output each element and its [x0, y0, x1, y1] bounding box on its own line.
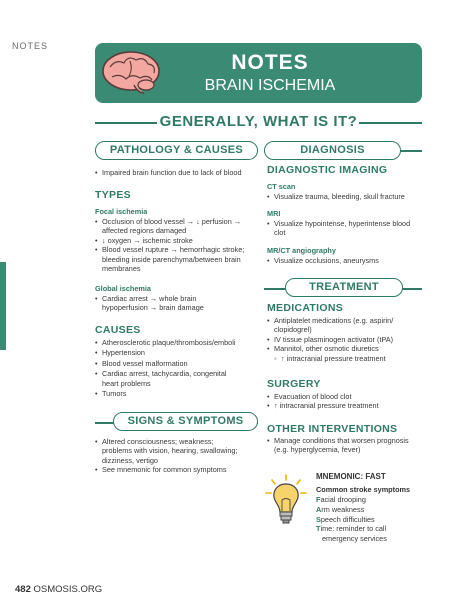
- medications-heading: MEDICATIONS: [267, 302, 344, 314]
- list-item: • Occlusion of blood vessel → ↓ perfusion → affected regions damaged: [95, 217, 265, 236]
- list-item: • Evacuation of blood clot: [267, 392, 427, 401]
- surgery-list: [267, 392, 427, 411]
- focal-heading: Focal ischemia: [95, 207, 148, 216]
- surgery-heading: SURGERY: [267, 378, 321, 390]
- list-item: • Atherosclerotic plaque/thrombosis/emboli: [95, 338, 265, 347]
- general-section-heading: [95, 113, 422, 133]
- mnemonic-line: Arm weakness: [316, 504, 365, 514]
- list-item: • Antiplatelet medications (e.g. aspirin/ clopidogrel): [267, 316, 427, 335]
- list-item: • Blood vessel rupture → hemorrhagic stroke; bleeding inside parenchyma/between brain membranes: [95, 245, 265, 273]
- signs-heading: SIGNS & SYMPTOMS: [113, 412, 258, 431]
- page-number: 482: [15, 584, 31, 595]
- mnemonic-title: MNEMONIC: FAST: [316, 472, 386, 481]
- general-title: GENERALLY, WHAT IS IT?: [159, 113, 358, 130]
- causes-list: [95, 338, 265, 398]
- sub-list-item: ◦ ↑ intracranial pressure treatment: [267, 354, 427, 363]
- mnemonic-subtitle: Common stroke symptoms: [316, 485, 411, 494]
- list-item: • Altered consciousness; weakness; problems with vision, hearing, swallowing; dizziness, vertigo: [95, 437, 265, 465]
- list-item: • Blood vessel malformation: [95, 359, 265, 368]
- list-item: • Impaired brain function due to lack of blood: [95, 168, 265, 177]
- mri-list: [267, 219, 427, 238]
- mnemonic-line: Time: reminder to call: [316, 524, 387, 534]
- list-item: • Visualize trauma, bleeding, skull fracture: [267, 192, 427, 201]
- list-item: • Cardiac arrest, tachycardia, congenital heart problems: [95, 369, 265, 388]
- list-item: • Cardiac arrest → whole brain hypoperfusion → brain damage: [95, 294, 265, 313]
- list-item: • Manage conditions that worsen prognosis (e.g. hyperglycemia, fever): [267, 436, 432, 455]
- types-heading: TYPES: [95, 189, 131, 201]
- mrct-list: [267, 256, 427, 265]
- mnemonic-line: emergency services: [322, 534, 387, 544]
- list-item: • Tumors: [95, 389, 265, 398]
- pathology-text: [95, 168, 265, 177]
- global-heading: Global ischemia: [95, 284, 151, 293]
- mnemonic-lines: [316, 495, 387, 544]
- pathology-heading: PATHOLOGY & CAUSES: [95, 141, 258, 160]
- header-subtitle: BRAIN ISCHEMIA: [204, 77, 336, 94]
- other-list: [267, 436, 432, 455]
- imaging-heading: DIAGNOSTIC IMAGING: [267, 164, 388, 176]
- ct-heading: CT scan: [267, 182, 296, 191]
- other-heading: OTHER INTERVENTIONS: [267, 423, 398, 435]
- global-list: [95, 294, 265, 313]
- causes-heading: CAUSES: [95, 324, 141, 336]
- list-item: • IV tissue plasminogen activator (tPA): [267, 335, 427, 344]
- mri-heading: MRI: [267, 209, 281, 218]
- list-item: • Visualize occlusions, aneurysms: [267, 256, 427, 265]
- brain-icon: [100, 49, 162, 97]
- signs-list: [95, 437, 265, 475]
- list-item: • Mannitol, other osmotic diuretics: [267, 344, 427, 353]
- header-title: NOTES: [231, 51, 309, 74]
- medications-list: [267, 316, 427, 363]
- list-item: • ↑ intracranial pressure treatment: [267, 401, 427, 410]
- list-item: • ↓ oxygen → ischemic stroke: [95, 236, 265, 245]
- footer-site: OSMOSIS.ORG: [33, 584, 103, 595]
- list-item: • See mnemonic for common symptoms: [95, 465, 265, 474]
- notes-tag: NOTES: [12, 41, 49, 51]
- focal-list: [95, 217, 265, 273]
- ct-list: [267, 192, 427, 201]
- treatment-heading: TREATMENT: [285, 278, 403, 297]
- mrct-heading: MR/CT angiography: [267, 246, 336, 255]
- side-tab-bar: [0, 262, 6, 350]
- diagnosis-heading: DIAGNOSIS: [264, 141, 401, 160]
- list-item: • Visualize hypointense, hyperintense blood clot: [267, 219, 427, 238]
- lightbulb-icon: [264, 473, 308, 529]
- page-footer: [15, 584, 102, 595]
- mnemonic-line: Speech difficulties: [316, 514, 375, 524]
- mnemonic-line: Facial drooping: [316, 495, 366, 504]
- list-item: • Hypertension: [95, 348, 265, 357]
